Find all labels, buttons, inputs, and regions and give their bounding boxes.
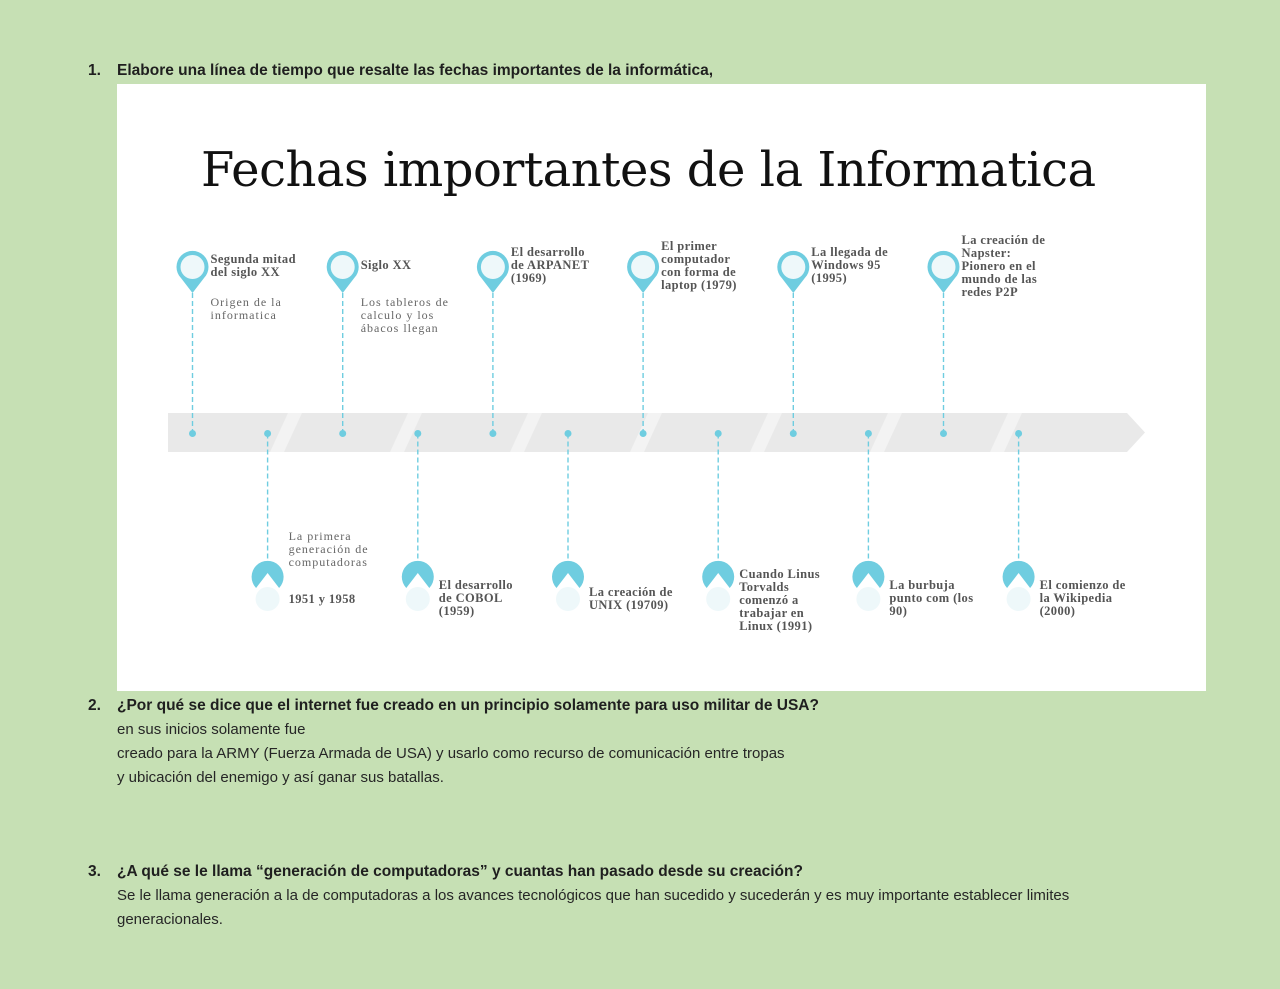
location-pin-icon-inner — [181, 255, 205, 279]
event-description: La primera generación de computadoras — [288, 529, 369, 569]
location-pin-icon-inner — [856, 587, 880, 611]
location-pin-icon — [1003, 561, 1035, 588]
event-title: Siglo XX — [360, 258, 412, 272]
timeline-dot — [1015, 430, 1022, 437]
event-description: Origen de la informatica — [210, 295, 282, 322]
question-number: 2. — [88, 697, 101, 714]
timeline-figure — [117, 84, 1206, 691]
event-title: Segunda mitad del siglo XX — [210, 252, 296, 279]
question-text: Elabore una línea de tiempo que resalte las fechas importantes de la informática, — [117, 62, 714, 79]
event-title: El primer computador con forma de laptop (1979) — [661, 239, 737, 292]
timeline-dot — [264, 430, 271, 437]
location-pin-icon-inner — [781, 255, 805, 279]
timeline-dot — [489, 430, 496, 437]
answer-line: generacionales. — [117, 911, 223, 928]
location-pin-icon-inner — [932, 255, 956, 279]
answer-3 — [117, 884, 1069, 932]
timeline-dot — [940, 430, 947, 437]
event-title: El comienzo de la Wikipedia (2000) — [1039, 578, 1126, 618]
timeline-dot — [640, 430, 647, 437]
event-title: El desarrollo de ARPANET (1969) — [510, 245, 590, 285]
event-title: La burbuja punto com (los 90) — [889, 578, 974, 618]
question-number: 1. — [88, 62, 101, 79]
question-number: 3. — [88, 863, 101, 880]
location-pin-icon-inner — [706, 587, 730, 611]
event-title: El desarrollo de COBOL (1959) — [438, 578, 513, 618]
answer-line: en sus inicios solamente fue — [117, 721, 306, 738]
location-pin-icon-inner — [556, 587, 580, 611]
event-title: 1951 y 1958 — [288, 592, 356, 606]
question-text: ¿A qué se le llama “generación de computadoras” y cuantas han pasado desde su creación? — [117, 863, 803, 880]
event-title: La creación de Napster: Pionero en el mundo de las redes P2P — [961, 233, 1046, 299]
answer-line: creado para la ARMY (Fuerza Armada de USA) y usarlo como recurso de comunicación entre tropas — [117, 745, 785, 762]
timeline-dot — [865, 430, 872, 437]
timeline-dot — [715, 430, 722, 437]
timeline-dot — [565, 430, 572, 437]
timeline-dot — [790, 430, 797, 437]
timeline-dot — [189, 430, 196, 437]
event-title: Cuando Linus Torvalds comenzó a trabajar en Linux (1991) — [739, 567, 821, 633]
location-pin-icon-inner — [631, 255, 655, 279]
location-pin-icon-inner — [406, 587, 430, 611]
event-title: La creación de UNIX (19709) — [589, 585, 673, 612]
question-text: ¿Por qué se dice que el internet fue creado en un principio solamente para uso militar de USA? — [117, 697, 819, 714]
location-pin-icon — [402, 561, 434, 588]
location-pin-icon — [552, 561, 584, 588]
answer-line: y ubicación del enemigo y así ganar sus batallas. — [117, 769, 444, 786]
location-pin-icon-inner — [331, 255, 355, 279]
location-pin-icon-inner — [481, 255, 505, 279]
answer-line: Se le llama generación a la de computadoras a los avances tecnológicos que han sucedido y sucederán y es muy importante establecer limites — [117, 887, 1070, 904]
event-description: Los tableros de calculo y los ábacos llegan — [360, 295, 449, 335]
timeline-dot — [339, 430, 346, 437]
location-pin-icon — [852, 561, 884, 588]
location-pin-icon — [702, 561, 734, 588]
location-pin-icon — [252, 561, 284, 588]
event-title: La llegada de Windows 95 (1995) — [811, 245, 889, 285]
timeline-dot — [414, 430, 421, 437]
answer-2 — [117, 718, 785, 790]
location-pin-icon-inner — [256, 587, 280, 611]
timeline-title: Fechas importantes de la Informatica — [201, 142, 1096, 198]
location-pin-icon-inner — [1007, 587, 1031, 611]
